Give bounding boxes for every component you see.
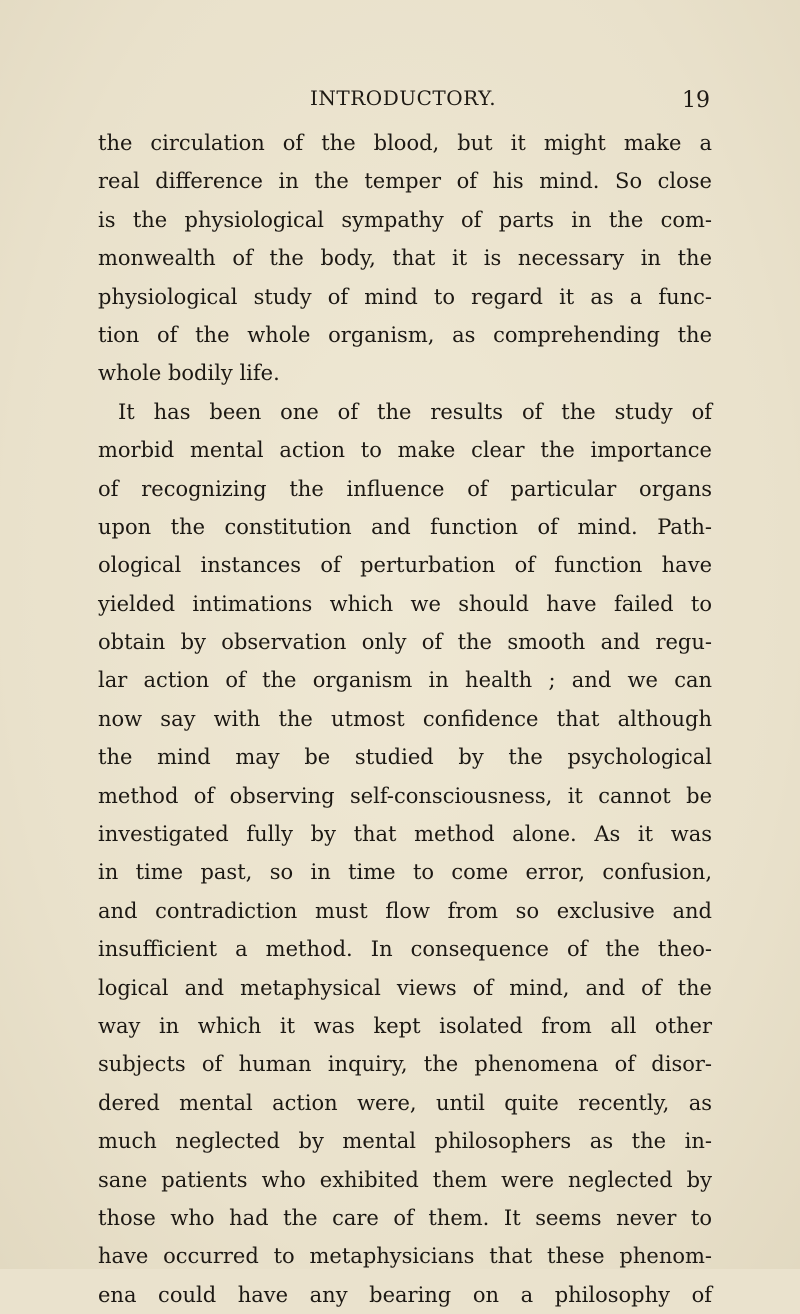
text-line: morbid mental action to make clear the importance bbox=[98, 438, 712, 463]
text-line: and contradiction must flow from so exclusive and bbox=[98, 898, 712, 923]
text-line: in time past, so in time to come error, confusion, bbox=[98, 860, 712, 885]
running-head: INTRODUCTORY. bbox=[310, 86, 497, 110]
text-line: way in which it was kept isolated from all other bbox=[98, 1013, 712, 1038]
text-line: those who had the care of them. It seems never to bbox=[98, 1205, 712, 1230]
text-line: of recognizing the influence of particular organs bbox=[98, 476, 712, 501]
text-line: monwealth of the body, that it is necessary in the bbox=[98, 246, 712, 271]
text-line: ological instances of perturbation of function have bbox=[98, 553, 712, 578]
page-number: 19 bbox=[682, 88, 710, 113]
text-line: method of observing self-consciousness, it cannot be bbox=[98, 783, 712, 808]
text-line: investigated fully by that method alone. As it was bbox=[98, 822, 712, 847]
text-line: real difference in the temper of his mind. So close bbox=[98, 169, 712, 194]
text-line: have occurred to metaphysicians that these phenom- bbox=[98, 1244, 712, 1269]
text-line: It has been one of the results of the study of bbox=[118, 399, 712, 424]
text-line: the mind may be studied by the psychological bbox=[98, 745, 712, 770]
text-line: dered mental action were, until quite recently, as bbox=[98, 1090, 712, 1115]
text-line: whole bodily life. bbox=[98, 361, 280, 386]
text-line: lar action of the organism in health ; and we can bbox=[98, 668, 712, 693]
text-line: ena could have any bearing on a philosophy of bbox=[98, 1282, 712, 1307]
text-line: yielded intimations which we should have failed to bbox=[98, 591, 712, 616]
text-line: tion of the whole organism, as comprehending the bbox=[98, 322, 712, 347]
text-line: subjects of human inquiry, the phenomena of disor- bbox=[98, 1052, 712, 1077]
body-text bbox=[98, 124, 712, 1314]
text-line: obtain by observation only of the smooth and regu- bbox=[98, 630, 712, 655]
text-line: logical and metaphysical views of mind, and of the bbox=[98, 975, 712, 1000]
text-line: insufficient a method. In consequence of the theo- bbox=[98, 937, 712, 962]
text-line: sane patients who exhibited them were neglected by bbox=[98, 1167, 712, 1192]
text-line: much neglected by mental philosophers as the in- bbox=[98, 1129, 712, 1154]
text-line: upon the constitution and function of mind. Path- bbox=[98, 514, 712, 539]
text-line: now say with the utmost confidence that although bbox=[98, 706, 712, 731]
text-line: is the physiological sympathy of parts in the com- bbox=[98, 207, 712, 232]
text-line: the circulation of the blood, but it might make a bbox=[98, 131, 712, 155]
text-line: physiological study of mind to regard it as a func- bbox=[98, 284, 712, 309]
